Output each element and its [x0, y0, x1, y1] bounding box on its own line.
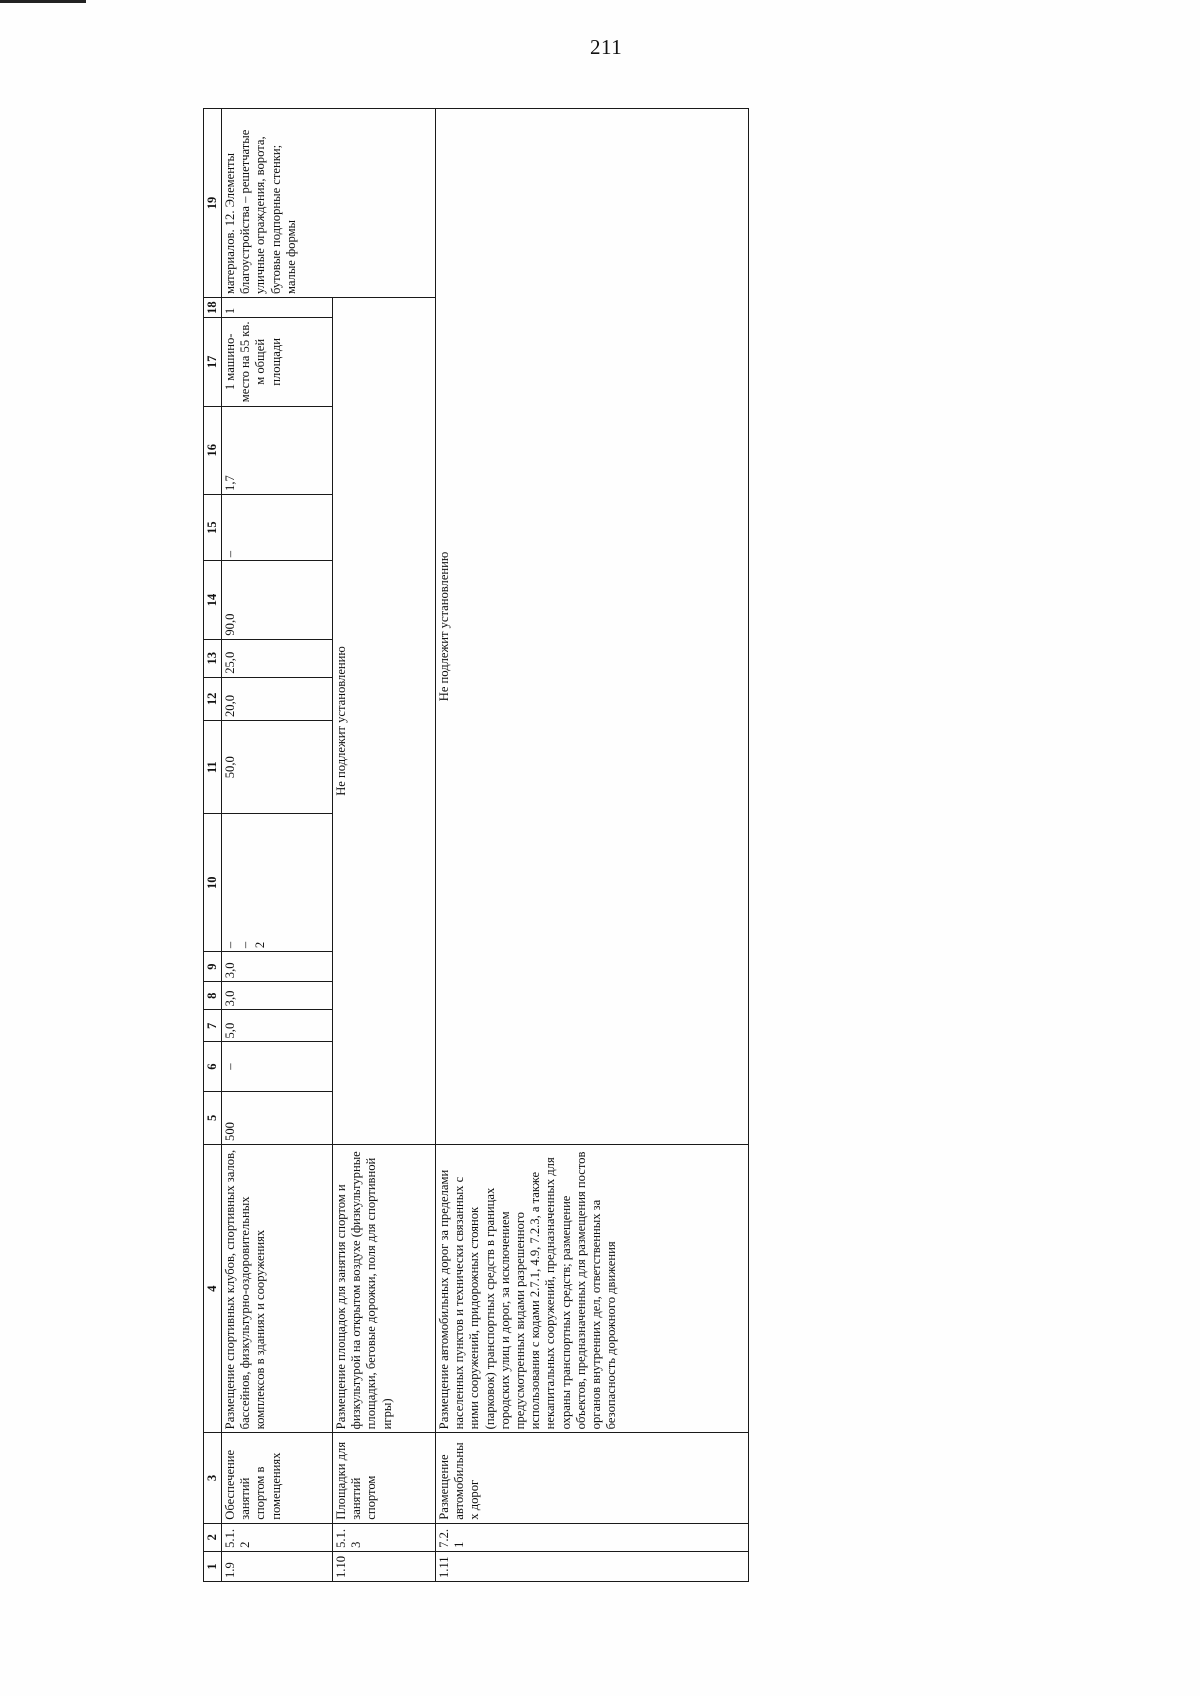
corner-scan-mark [0, 0, 86, 3]
header-cell: 3 [204, 1433, 222, 1523]
header-cell: 4 [204, 1144, 222, 1432]
table-row [436, 109, 749, 1582]
header-cell: 6 [204, 1042, 222, 1091]
zoning-regulations-table [203, 108, 749, 1582]
use-name: Обеспечение занятий спортом в помещениях [222, 1433, 333, 1523]
value-cell: 1 [222, 298, 333, 318]
value-line: 2 [253, 941, 268, 949]
page-number: 211 [590, 35, 623, 59]
header-cell: 2 [204, 1523, 222, 1551]
value-cell: 3,0 [222, 982, 333, 1010]
use-description: Размещение площадок для занятия спортом и физкультурой на открытом воздухе (физкультурные площадки, беговые дорожки, поля для спортивной игры) [333, 1144, 436, 1432]
row-number: 1.10 [333, 1551, 436, 1581]
table-row [333, 109, 436, 1582]
header-cell: 17 [204, 318, 222, 406]
table-header-row [204, 109, 222, 1582]
use-code: 5.1.2 [222, 1523, 333, 1551]
header-cell: 8 [204, 982, 222, 1010]
value-cell: 50,0 [222, 721, 333, 814]
use-code: 7.2.1 [436, 1523, 749, 1551]
not-applicable-note: Не подлежит установлению [333, 298, 436, 1145]
header-cell: 5 [204, 1091, 222, 1144]
use-name: Размещение автомобильных дорог [436, 1433, 749, 1523]
header-cell: 13 [204, 639, 222, 677]
header-cell: 11 [204, 721, 222, 814]
header-cell: 10 [204, 814, 222, 952]
header-cell: 1 [204, 1551, 222, 1581]
header-cell: 18 [204, 298, 222, 318]
row-number: 1.11 [436, 1551, 749, 1581]
value-line: – [223, 941, 237, 949]
header-cell: 19 [204, 109, 222, 298]
use-description: Размещение спортивных клубов, спортивных залов, бассейнов, физкультурно-оздоровительных комплексов в зданиях и сооружениях [222, 1144, 333, 1432]
header-cell: 14 [204, 561, 222, 639]
header-cell: 12 [204, 677, 222, 720]
row-number: 1.9 [222, 1551, 333, 1581]
value-cell: 25,0 [222, 639, 333, 677]
value-cell: 500 [222, 1091, 333, 1144]
value-cell: 20,0 [222, 677, 333, 720]
not-applicable-note: Не подлежит установлению [436, 109, 749, 1145]
header-cell: 7 [204, 1010, 222, 1042]
value-cell: – [222, 1042, 333, 1091]
use-description: Размещение автомобильных дорог за пределами населенных пунктов и технически связанных с ними сооружений, придорожных стоянок (парковок) транспортных средств в границах городских улиц и дорог, за исключением предусмотренных видами разрешенного использования с кодами 2.7.1, 4.9, 7.2.3, а также некапитальных сооружений, предназначенных для охраны транспортных средств; размещение объектов, предназначенных для размещения постов органов внутренних дел, ответственных за безопасность дорожного движения [436, 1144, 749, 1432]
rotated-table-container [203, 108, 755, 1582]
parking-norm-cell: 1 машино-место на 55 кв. м общей площади [222, 318, 333, 406]
use-name: Площадки для занятий спортом [333, 1433, 436, 1523]
value-line: – [238, 941, 253, 949]
header-cell: 15 [204, 494, 222, 560]
value-cell: – [222, 494, 333, 560]
value-cell: 5,0 [222, 1010, 333, 1042]
table-row [222, 109, 333, 1582]
notes-cell: материалов. 12. Элементы благоустройства – решетчатые уличные ограждения, ворота, бутовые подпорные стенки; малые формы [222, 109, 436, 298]
use-code: 5.1.3 [333, 1523, 436, 1551]
value-cell: 90,0 [222, 561, 333, 639]
header-cell: 9 [204, 952, 222, 982]
value-cell: 3,0 [222, 952, 333, 982]
value-cell-stack [222, 814, 333, 952]
value-cell: 1,7 [222, 406, 333, 494]
header-cell: 16 [204, 406, 222, 494]
